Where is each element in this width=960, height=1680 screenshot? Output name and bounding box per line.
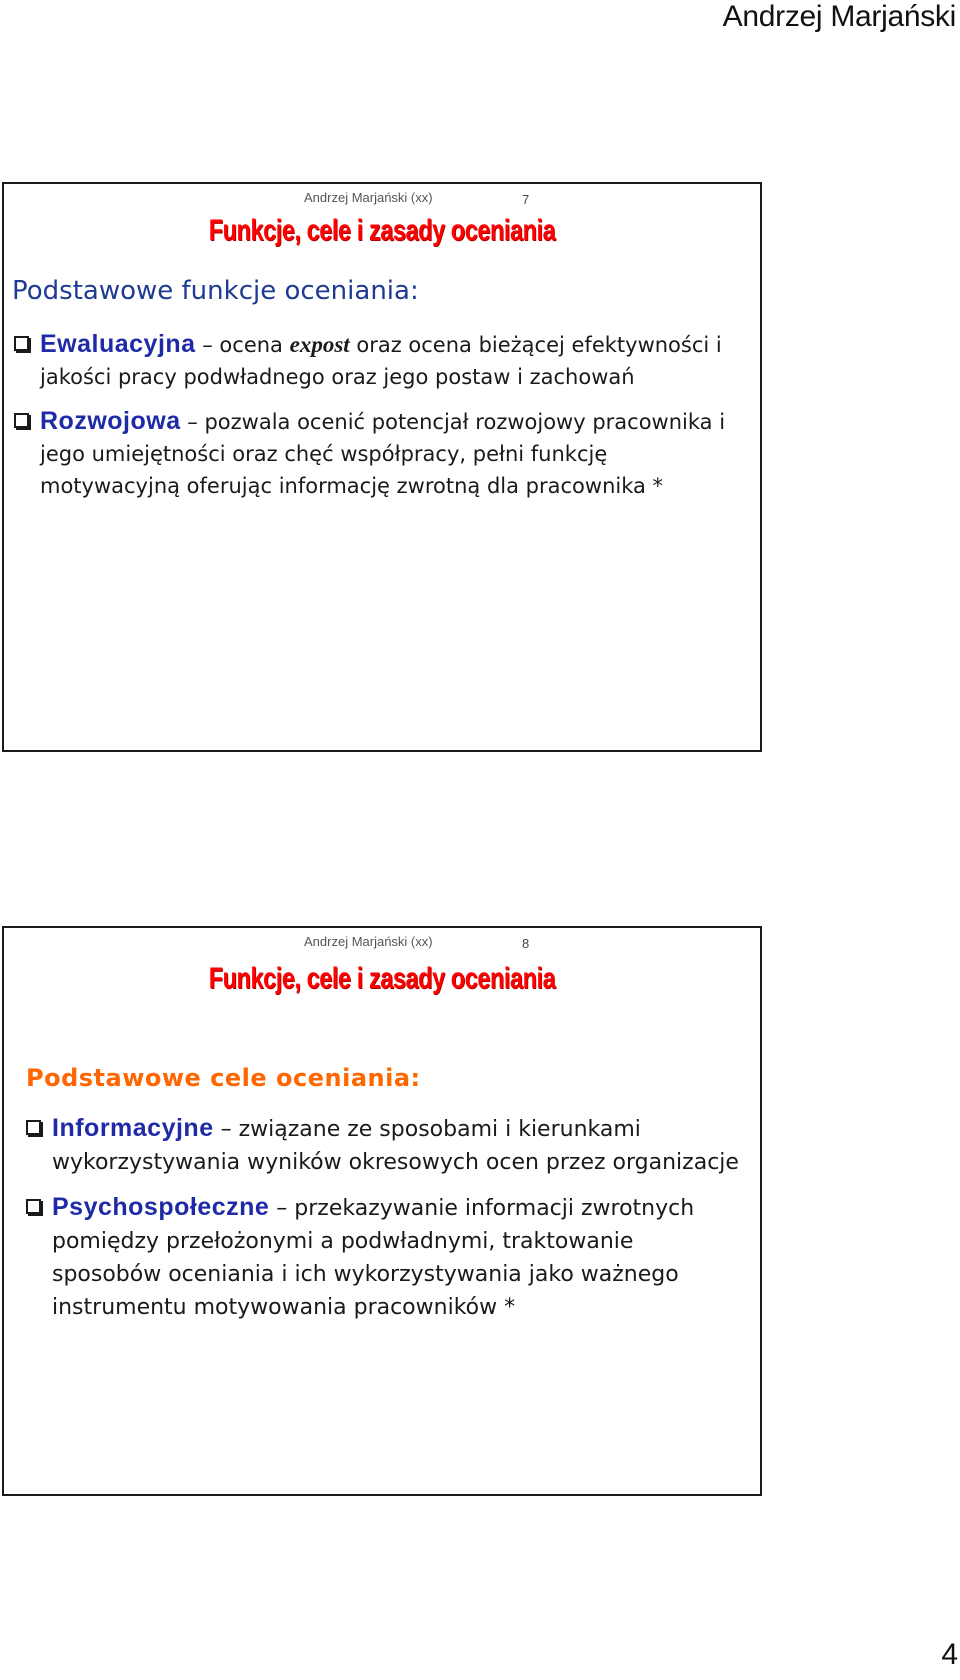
bullet-item [12, 405, 748, 502]
page-header-author: Andrzej Marjański [722, 0, 956, 33]
slide-author-note: Andrzej Marjański (xx) [304, 934, 433, 949]
slide-title: Funkcje, cele i zasady oceniania [208, 962, 556, 995]
checkbox-bullet-icon [26, 1120, 41, 1135]
bullet-term: Ewaluacyjna [40, 330, 196, 358]
slide-author-note: Andrzej Marjański (xx) [304, 190, 433, 205]
bullet-item [24, 1191, 748, 1324]
bullet-text: oraz ocena bieżącej efektywności i jakości pracy podwładnego oraz jego postaw i zachowań [40, 333, 722, 389]
bullet-item [12, 328, 748, 393]
page-number: 4 [941, 1638, 958, 1671]
slide-7 [2, 182, 762, 752]
slide-subheading: Podstawowe funkcje oceniania: [12, 276, 419, 306]
bullet-list [12, 328, 748, 514]
bullet-text: – przekazywanie informacji zwrotnych pomiędzy przełożonymi a podwładnymi, traktowanie sposobów oceniania i ich wykorzystywania jako ważnego instrumentu motywowania pracowników * [52, 1196, 695, 1320]
slide-title: Funkcje, cele i zasady oceniania [208, 214, 556, 247]
bullet-term: Informacyjne [52, 1114, 214, 1142]
checkbox-bullet-icon [14, 413, 29, 428]
slide-number: 8 [522, 936, 530, 951]
checkbox-bullet-icon [26, 1199, 41, 1214]
bullet-text: – związane ze sposobami i kierunkami wykorzystywania wyników okresowych ocen przez organizacje [52, 1117, 739, 1175]
bullet-item [24, 1112, 748, 1179]
checkbox-bullet-icon [14, 336, 29, 351]
slide-number: 7 [522, 192, 530, 207]
bullet-list [24, 1112, 748, 1336]
bullet-text: – pozwala ocenić potencjał rozwojowy pracownika i jego umiejętności oraz chęć współpracy, pełni funkcję motywacyjną oferując informację zwrotną dla pracownika * [40, 410, 726, 498]
slide-subheading: Podstawowe cele oceniania: [26, 1064, 421, 1092]
bullet-term: Rozwojowa [40, 407, 181, 435]
bullet-emphasis: expost [289, 332, 350, 357]
bullet-term: Psychospołeczne [52, 1193, 270, 1221]
bullet-text: – ocena [195, 333, 290, 357]
slide-8 [2, 926, 762, 1496]
